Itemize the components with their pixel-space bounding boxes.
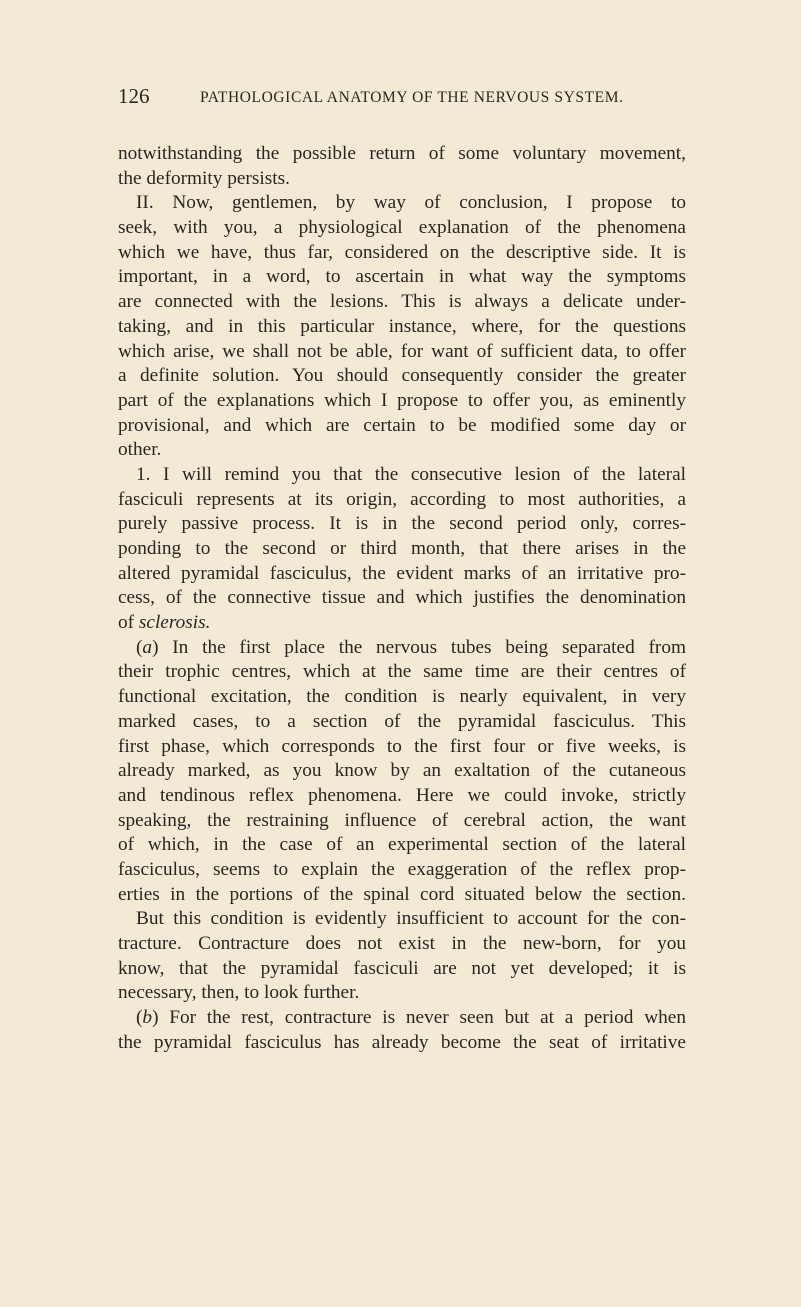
line-text: a definite solution. You should consequently consider the greater (118, 365, 686, 387)
text-line (118, 1031, 686, 1056)
text-line (118, 957, 686, 982)
text-line (118, 167, 686, 192)
line-text: of which, in the case of an experimental section of the lateral (118, 834, 686, 856)
line-text: provisional, and which are certain to be modified some day or (118, 414, 686, 436)
text-line (118, 981, 686, 1006)
line-text: 1. I will remind you that the consecutive lesion of the lateral (136, 463, 686, 485)
text-line (118, 833, 686, 858)
text-line (118, 710, 686, 735)
line-text: which we have, thus far, considered on the descriptive side. It is (118, 241, 686, 263)
text-line (118, 735, 686, 760)
line-text: first phase, which corresponds to the first four or five weeks, is (118, 735, 686, 757)
text-line (118, 636, 686, 661)
line-text: of (118, 612, 139, 634)
line-text: ponding to the second or third month, that there arises in the (118, 538, 686, 559)
line-text: speaking, the restraining influence of cerebral action, the want (118, 809, 686, 831)
clause-letter: b (142, 1007, 153, 1029)
text-line (118, 932, 686, 957)
line-text: which arise, we shall not be able, for want of sufficient data, to offer (118, 340, 686, 362)
text-line (118, 586, 686, 611)
paren-open: ( (136, 1007, 143, 1029)
text-line (118, 611, 686, 636)
line-text: their trophic centres, which at the same time are their centres of (118, 661, 686, 683)
text-line (118, 858, 686, 883)
text-line (118, 265, 686, 290)
body-text (118, 142, 686, 1055)
line-text: and tendinous reflex phenomena. Here we could invoke, strictly (118, 784, 686, 806)
text-line (118, 142, 686, 167)
line-text: seek, with you, a physiological explanation of the phenomena (118, 217, 686, 239)
line-text: important, in a word, to ascertain in what way the symptoms (118, 266, 686, 288)
text-line (118, 883, 686, 908)
text-line (118, 315, 686, 340)
text-line (118, 364, 686, 389)
running-head (118, 84, 688, 114)
line-text: taking, and in this particular instance, where, for the questions (118, 315, 686, 337)
text-line (118, 216, 686, 241)
text-line (118, 438, 686, 463)
clause-letter: a (142, 636, 153, 658)
text-line (118, 562, 686, 587)
line-text: fasciculi represents at its origin, according to most authorities, a (118, 488, 686, 510)
text-line (118, 414, 686, 439)
text-line (118, 759, 686, 784)
line-text: other. (118, 439, 162, 461)
text-line (118, 537, 686, 562)
line-text: II. Now, gentlemen, by way of conclusion, I propose to (136, 192, 686, 214)
line-text: cess, of the connective tissue and which justifies the denomination (118, 587, 686, 609)
line-text: ) For the rest, contracture is never seen but at a period when (152, 1007, 686, 1029)
line-text: necessary, then, to look further. (118, 982, 360, 1004)
text-line (118, 685, 686, 710)
line-text: marked cases, to a section of the pyramidal fasciculus. This (118, 710, 686, 732)
line-text: tracture. Contracture does not exist in the new-born, for you (118, 933, 686, 954)
text-line (118, 389, 686, 414)
line-text: the deformity persists. (118, 167, 290, 189)
text-line (118, 660, 686, 685)
line-text: altered pyramidal fasciculus, the evident marks of an irritative pro- (118, 562, 686, 584)
line-text: But this condition is evidently insufficient to account for the con- (136, 908, 686, 930)
line-text: the pyramidal fasciculus has already become the seat of irritative (118, 1031, 686, 1053)
line-text: notwithstanding the possible return of some voluntary movement, (118, 143, 686, 164)
text-line (118, 809, 686, 834)
text-line (118, 784, 686, 809)
text-line (118, 488, 686, 513)
text-line (118, 290, 686, 315)
text-line (118, 191, 686, 216)
line-text: ) In the first place the nervous tubes being separated from (152, 636, 686, 658)
line-text: know, that the pyramidal fasciculi are not yet developed; it is (118, 957, 686, 979)
line-text: functional excitation, the condition is nearly equivalent, in very (118, 686, 686, 708)
text-line (118, 512, 686, 537)
text-line (118, 907, 686, 932)
line-text: purely passive process. It is in the second period only, corres- (118, 513, 686, 535)
text-line (118, 1006, 686, 1031)
italic-term: sclerosis. (138, 612, 211, 634)
text-line (118, 463, 686, 488)
line-text: are connected with the lesions. This is always a delicate under- (118, 291, 686, 313)
line-text: erties in the portions of the spinal cord situated below the section. (118, 883, 686, 905)
line-text: already marked, as you know by an exaltation of the cutaneous (118, 760, 686, 782)
paren-open: ( (136, 636, 143, 658)
text-line (118, 241, 686, 266)
running-title: PATHOLOGICAL ANATOMY OF THE NERVOUS SYSTEM. (200, 89, 624, 106)
text-line (118, 340, 686, 365)
line-text: fasciculus, seems to explain the exaggeration of the reflex prop- (118, 858, 686, 880)
line-text: part of the explanations which I propose to offer you, as eminently (118, 389, 686, 411)
page-number: 126 (118, 84, 150, 108)
